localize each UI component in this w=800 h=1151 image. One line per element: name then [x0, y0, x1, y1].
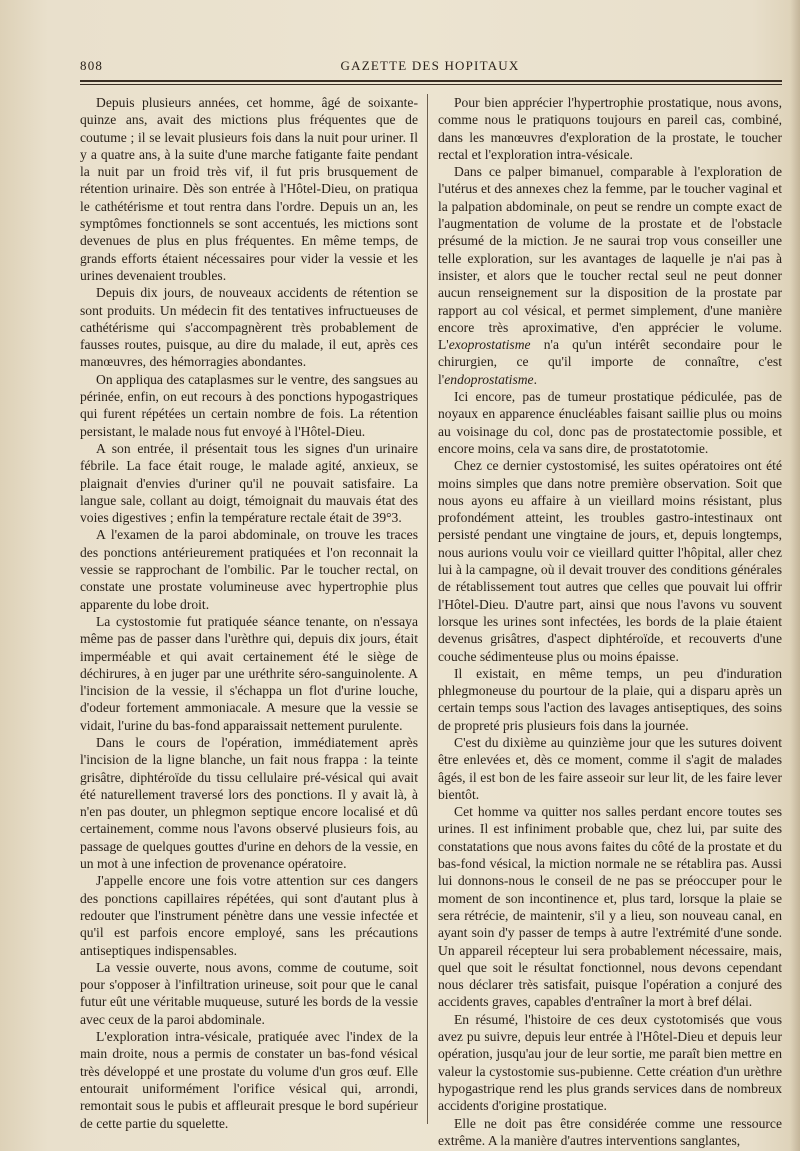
text-run: . [533, 371, 538, 387]
header-rule-thin [80, 84, 782, 85]
paragraph: L'exploration intra-vésicale, pratiquée avec l'index de la main droite, nous a permis de constater un bas-fond vésical très développé et une prostate du volume d'un gros œuf. Elle entourait uniformément l'orifice vésical qui, arrondi, remontait sous le pubis et affleurait presque le bord supérieur de cette partie du squelette. [80, 1029, 418, 1131]
paragraph: On appliqua des cataplasmes sur le ventre, des sangsues au périnée, enfin, on eut recours à des ponctions hypogastriques qui furent répétées un certain nombre de fois. La rétention persistant, le malade nous fut envoyé à l'Hôtel-Dieu. [80, 371, 418, 439]
column-divider [427, 94, 428, 1124]
paragraph: Depuis plusieurs années, cet homme, âgé de soixante-quinze ans, avait des mictions plus fréquentes que de coutume ; il se levait plusieurs fois dans la nuit pour uriner. Il y a quatre ans, à la suite d'une marche fatigante faite pendant la nuit par un froid très vif, il fut pris brusquement de rétention urinaire. Dès son entrée à l'Hôtel-Dieu, on pratiqua le cathétérisme et tout rentra dans l'ordre. Depuis un an, les symptômes fonctionnels se sont accentués, les mictions sont devenues de plus en plus fréquentes. En même temps, de grands efforts étaient nécessaires pour vider la vessie et les urines devenaient troubles. [80, 95, 418, 283]
paragraph: Chez ce dernier cystostomisé, les suites opératoires ont été moins simples que dans notre première observation. Soit que nous ayons eu affaire à un vieillard moins résistant, plus profondément atteint, les troubles gastro-intestinaux ont persisté pendant une vingtaine de jours, et, depuis longtemps, nous aurions voulu voir ce vieillard quitter l'hôpital, aller chez lui à la campagne, où il devait trouver des conditions générales de rétablissement tout autres que celles que pouvait lui offrir l'Hôtel-Dieu. D'autre part, ainsi que nous l'avons vu souvent lorsque les urines sont infectées, les bords de la plaie étaient devenus grisâtres, d'aspect diphtéroïde, et recouverts d'une couche sédimenteuse plus ou moins épaisse. [438, 458, 782, 664]
paragraph: A l'examen de la paroi abdominale, on trouve les traces des ponctions antérieurement pratiquées et l'on reconnait la vessie se rapprochant de l'ombilic. Par le toucher rectal, on constate une prostate volumineuse avec hypertrophie plus apparente du lobe droit. [80, 527, 418, 612]
paragraph: A son entrée, il présentait tous les signes d'un urinaire fébrile. La face était rouge, le malade agité, anxieux, se plaignait d'envies d'uriner qu'il ne pouvait satisfaire. La langue sale, collant au doigt, témoignait du mauvais état des voies digestives ; enfin la température rectale était de 39°3. [80, 440, 418, 526]
text-run: n'a qu'un intérêt secondaire pour le chirurgien, ce qu'il importe de connaître, c'est l' [438, 337, 782, 387]
journal-title: GAZETTE DES HOPITAUX [340, 58, 520, 73]
page-edge-shadow [790, 0, 800, 1151]
paragraph: Pour bien apprécier l'hypertrophie prostatique, nous avons, comme nous le pratiquons toujours en pareil cas, combiné, dans les manœuvres d'exploration de la prostate, le toucher rectal et l'exploration intra-vésicale. [438, 95, 782, 162]
paragraph-with-italics [438, 163, 782, 388]
paragraph: Dans le cours de l'opération, immédiatement après l'incision de la ligne blanche, un fait nous frappa : la teinte grisâtre, diphtéroïde du tissu cellulaire pré-vésical qui avait été naturellement traversé lors des ponctions. Il y avait là, à n'en pas douter, un phlegmon septique encore localisé et dû certainement, comme nous l'avons observé plusieurs fois, au passage de quelques gouttes d'urine en dehors de la vessie, en un mot à une infection de provenance opératoire. [80, 734, 418, 872]
paragraph: Il existait, en même temps, un peu d'induration phlegmoneuse du pourtour de la plaie, qui a disparu après un certain temps sous l'action des lavages antiseptiques, des soins de propreté pris plusieurs fois dans la journée. [438, 665, 782, 733]
paragraph: La vessie ouverte, nous avons, comme de coutume, soit pour s'opposer à l'infiltration urineuse, soit pour que le canal futur eût une véritable muqueuse, suturé les bords de la vessie avec ceux de la paroi abdominale. [80, 959, 418, 1027]
italic-term: exoprostatisme [448, 337, 531, 353]
page-header [80, 58, 780, 78]
right-column [438, 94, 782, 1148]
paragraph: Ici encore, pas de tumeur prostatique pédiculée, pas de noyaux en apparence énucléables faisant saillie plus ou moins au voisinage du col, donc pas de prostatectomie possible, et encore moins, cela va sans dire, de prostatotomie. [438, 389, 782, 456]
paragraph: C'est du dixième au quinzième jour que les sutures doivent être enlevées et, dès ce moment, comme il s'agit de malades âgés, il est bon de les faire asseoir sur leur lit, de les faire lever bientôt. [438, 734, 782, 802]
paragraph: Depuis dix jours, de nouveaux accidents de rétention se sont produits. Un médecin fit des tentatives infructueuses de cathétérisme qui s'accompagnèrent très probablement de fausses routes, puisque, au dire du malade, il eut, après ces manœuvres, des hémorragies abondantes. [80, 285, 418, 370]
left-column [80, 94, 418, 1134]
text-run: Dans ce palper bimanuel, comparable à l'exploration de l'utérus et des annexes chez la femme, par le toucher vaginal et la palpation abdominale, on peut se rendre un compte exact de l'augmentation de volume de la prostate et de l'obstacle présumé de la miction. Je ne saurai trop vous conseiller une telle exploration, sur les avantages de laquelle je n'ai pas à insister, et alors que le toucher rectal seul ne peut donner aucun renseignement sur la disposition de la prostate par rapport au col vésical, et permet simplement, d'une manière encore très aproximative, d'en apprécier le volume. L' [438, 164, 782, 353]
paragraph: Cet homme va quitter nos salles perdant encore toutes ses urines. Il est infiniment probable que, chez lui, par suite des constatations que nous avons faites du côté de la prostate et du bas-fond vésical, la miction normale ne se rétablira pas. Aussi lui donnons-nous le conseil de ne pas se préoccuper pour le moment de son incontinence et, plus tard, lorsque la plaie se sera rétrécie, de maintenir, s'il y a lieu, son nouveau canal, en ayant soin d'y passer de temps à autre l'extrémité d'une sonde. Un appareil récepteur lui sera probablement nécessaire, mais, quel que soit le résultat fonctionnel, nous devons cependant nous déclarer très satisfait, puisque l'opération a conjuré des accidents graves, capables d'entraîner la mort à bref délai. [438, 804, 782, 1010]
paragraph: La cystostomie fut pratiquée séance tenante, on n'essaya même pas de passer dans l'urèthre qui, depuis dix jours, était imperméable et qui avait certainement été le siège de déchirures, à en juger par une uréthrite séro-sanguinolente. A l'incision de la vessie, il s'échappa un flot d'urine louche, d'odeur fortement ammoniacale. A mesure que la vessie se vidait, l'urine du bas-fond apparaissait nettement purulente. [80, 613, 418, 733]
paragraph: En résumé, l'histoire de ces deux cystotomisés que vous avez pu suivre, depuis leur entrée à l'Hôtel-Dieu et depuis leur opération, jusqu'au jour de leur sortie, me paraît bien mettre en valeur la cystostomie sus-pubienne. Cette création d'un urèthre hypogastrique rend les plus grands services dans de nombreux accidents d'origine prostatique. [438, 1011, 782, 1114]
header-rule [80, 80, 782, 82]
italic-term: endoprostatisme [444, 371, 534, 387]
paragraph: Elle ne doit pas être considérée comme une ressource extrême. A la manière d'autres interventions sanglantes, [438, 1115, 782, 1148]
page-number: 808 [80, 58, 104, 73]
paragraph: J'appelle encore une fois votre attention sur ces dangers des ponctions capillaires répétées, qui sont d'autant plus à redouter que l'instrument pénètre dans une vessie infectée et qu'il est parfois encore employé, sans les précautions antiseptiques indispensables. [80, 873, 418, 958]
